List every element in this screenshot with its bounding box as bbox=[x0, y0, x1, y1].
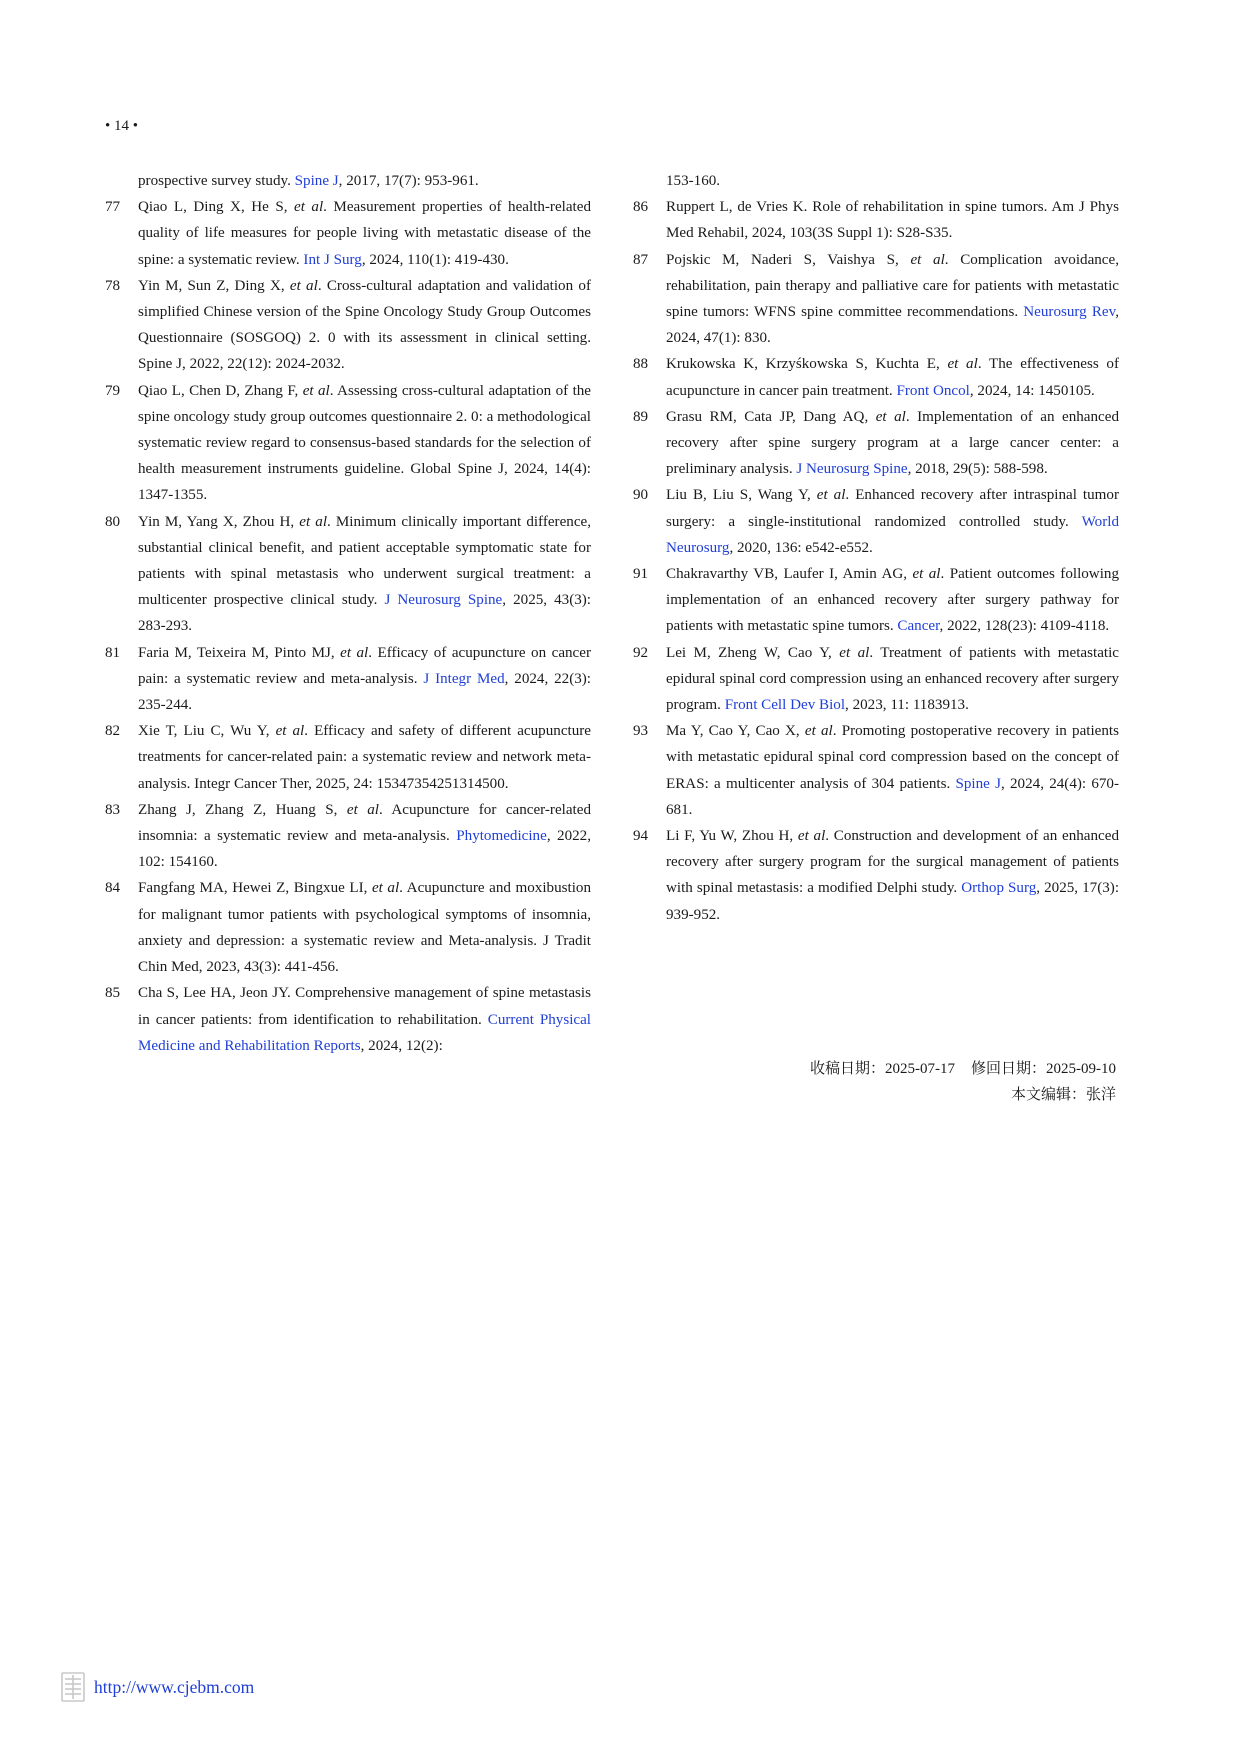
journal-link[interactable]: Current Physical Medicine and Rehabilitation Reports bbox=[138, 1011, 591, 1054]
journal-link[interactable]: Front Cell Dev Biol bbox=[724, 697, 846, 714]
reference-text: . Efficacy and safety of different acupuncture treatments for cancer-related pain: a systematic review and network meta-analysis. Integr Cancer Ther, 2025, 24: 15347354251314500. bbox=[138, 723, 591, 792]
reference-text: Ruppert L, de Vries K. Role of rehabilitation in spine tumors. Am J Phys Med Rehabil, 2024, 103(3S Suppl 1): S28-S35. bbox=[666, 199, 1119, 242]
references-right-column bbox=[633, 168, 1119, 928]
reference-text: 153-160. bbox=[666, 173, 721, 189]
reference-text: . Construction and development of an enhanced recovery after surgery program for the surgical management of patients with spinal metastasis: a modified Delphi study. bbox=[666, 828, 1119, 897]
reference-item bbox=[633, 561, 1119, 640]
reference-text: . Acupuncture and moxibustion for malignant tumor patients with psychological symptoms of insomnia, anxiety and depression: a systematic review and Meta-analysis. J Tradit Chin Med, 2023, 43(3): 441-456. bbox=[138, 880, 591, 976]
reference-item bbox=[105, 797, 591, 876]
journal-link[interactable]: Spine J bbox=[955, 775, 1001, 792]
revised-date: 修回日期：2025-09-10 bbox=[971, 1061, 1116, 1077]
reference-text: . Promoting postoperative recovery in patients with metastatic epidural spinal cord compression based on the concept of ERAS: a multicenter analysis of 304 patients. bbox=[666, 723, 1119, 792]
reference-text: Fangfang MA, Hewei Z, Bingxue LI, bbox=[138, 880, 372, 897]
reference-number: 93 bbox=[633, 723, 649, 740]
reference-text: . Enhanced recovery after intraspinal tumor surgery: a single-institutional randomized controlled study. bbox=[666, 487, 1119, 530]
journal-link[interactable]: Neurosurg Rev bbox=[1023, 304, 1116, 321]
et-al-text: et al bbox=[804, 723, 833, 740]
reference-item bbox=[105, 640, 591, 719]
reference-number: 79 bbox=[105, 382, 121, 399]
journal-link[interactable]: World Neurosurg bbox=[666, 513, 1119, 556]
journal-link[interactable]: Spine J bbox=[294, 173, 339, 189]
reference-number: 77 bbox=[105, 199, 121, 216]
journal-link[interactable]: Orthop Surg bbox=[961, 880, 1037, 897]
reference-text: , 2023, 11: 1183913. bbox=[845, 697, 969, 714]
reference-text: . Measurement properties of health-related quality of life measures for people living with metastatic disease of the spine: a systematic review. bbox=[138, 199, 591, 268]
reference-text: . Implementation of an enhanced recovery after spine surgery program at a large cancer center: a preliminary analysis. bbox=[666, 408, 1119, 478]
reference-item bbox=[633, 718, 1119, 823]
reference-text: , 2024, 24(4): 670-681. bbox=[666, 775, 1120, 818]
reference-number: 94 bbox=[633, 828, 649, 845]
reference-number: 90 bbox=[633, 487, 649, 504]
reference-item bbox=[633, 404, 1119, 483]
reference-text: , 2024, 110(1): 419-430. bbox=[361, 251, 509, 268]
reference-text: . Assessing cross-cultural adaptation of the spine oncology study group outcomes questionnaire 2. 0: a methodological systematic review regard to consensus-based standards for the selection of health measurement instruments guideline. Global Spine J, 2024, 14(4): 1347-1355. bbox=[138, 382, 592, 504]
site-footer bbox=[60, 1671, 254, 1703]
reference-text: , 2024, 22(3): 235-244. bbox=[138, 670, 591, 714]
reference-item bbox=[105, 378, 591, 509]
et-al-text: et al bbox=[340, 644, 369, 661]
reference-item bbox=[105, 509, 591, 640]
reference-number: 78 bbox=[105, 277, 121, 294]
et-al-text: et al bbox=[302, 382, 330, 399]
reference-text: . The effectiveness of acupuncture in cancer pain treatment. bbox=[666, 356, 1119, 399]
reference-text: Qiao L, Chen D, Zhang F, bbox=[138, 382, 303, 399]
reference-text: , 2020, 136: e542-e552. bbox=[729, 539, 873, 556]
reference-number: 83 bbox=[105, 801, 121, 818]
reference-text: , 2022, 128(23): 4109-4118. bbox=[939, 618, 1110, 635]
journal-link[interactable]: J Neurosurg Spine bbox=[384, 592, 503, 609]
et-al-text: et al bbox=[947, 356, 978, 373]
reference-item bbox=[105, 194, 591, 273]
reference-text: Chakravarthy VB, Laufer I, Amin AG, bbox=[666, 566, 913, 583]
reference-text: , 2025, 43(3): 283-293. bbox=[138, 592, 591, 635]
reference-text: Ma Y, Cao Y, Cao X, bbox=[666, 723, 805, 740]
reference-text: Liu B, Liu S, Wang Y, bbox=[666, 487, 817, 504]
reference-text: Xie T, Liu C, Wu Y, bbox=[138, 723, 276, 740]
page-number: • 14 • bbox=[105, 118, 139, 134]
et-al-text: et al bbox=[299, 513, 328, 530]
et-al-text: et al bbox=[910, 251, 945, 268]
reference-text: . Treatment of patients with metastatic epidural spinal cord compression using an enhanced recovery after surgery program. bbox=[666, 644, 1119, 714]
reference-text: Krukowska K, Krzyśkowska S, Kuchta E, bbox=[666, 356, 948, 373]
reference-item bbox=[105, 980, 591, 1059]
reference-text: Grasu RM, Cata JP, Dang AQ, bbox=[666, 408, 876, 425]
reference-number: 80 bbox=[105, 513, 121, 530]
reference-text: , 2024, 47(1): 830. bbox=[666, 304, 1119, 347]
et-al-text: et al bbox=[346, 801, 379, 818]
reference-item bbox=[633, 482, 1119, 561]
reference-text: Li F, Yu W, Zhou H, bbox=[666, 828, 798, 845]
reference-text: . Complication avoidance, rehabilitation, pain therapy and palliative care for patients with metastatic spine tumors: WFNS spine committee recommendations. bbox=[666, 251, 1119, 321]
et-al-text: et al bbox=[839, 644, 870, 661]
reference-item bbox=[105, 718, 591, 797]
et-al-text: et al bbox=[797, 828, 826, 845]
reference-item bbox=[633, 640, 1119, 719]
et-al-text: et al bbox=[294, 199, 324, 216]
et-al-text: et al bbox=[875, 408, 906, 425]
reference-text: , 2024, 12(2): bbox=[360, 1037, 443, 1054]
journal-link[interactable]: Cancer bbox=[897, 618, 940, 635]
reference-item bbox=[633, 823, 1119, 928]
reference-number: 81 bbox=[105, 644, 121, 661]
reference-text: , 2024, 14: 1450105. bbox=[969, 382, 1095, 399]
reference-text: Faria M, Teixeira M, Pinto MJ, bbox=[138, 644, 341, 661]
reference-item bbox=[633, 168, 1119, 194]
editor-credit: 本文编辑：张洋 bbox=[1010, 1087, 1116, 1103]
reference-text: Pojskic M, Naderi S, Vaishya S, bbox=[666, 251, 911, 268]
reference-number: 85 bbox=[105, 985, 121, 1002]
reference-text: Yin M, Yang X, Zhou H, bbox=[138, 513, 300, 530]
reference-text: , 2025, 17(3): 939-952. bbox=[666, 880, 1120, 923]
et-al-text: et al bbox=[816, 487, 846, 504]
et-al-text: et al bbox=[371, 880, 400, 897]
reference-number: 82 bbox=[105, 723, 121, 740]
reference-number: 91 bbox=[633, 566, 649, 583]
received-date: 收稿日期：2025-07-17 bbox=[810, 1061, 955, 1077]
journal-link[interactable]: Front Oncol bbox=[896, 382, 970, 399]
et-al-text: et al bbox=[275, 723, 305, 740]
reference-item bbox=[105, 168, 591, 194]
article-dates bbox=[810, 1056, 1116, 1108]
reference-text: , 2022, 102: 154160. bbox=[138, 828, 591, 871]
reference-item bbox=[633, 351, 1119, 403]
reference-text: Zhang J, Zhang Z, Huang S, bbox=[138, 801, 347, 818]
reference-text: . Cross-cultural adaptation and validation of simplified Chinese version of the Spine Oncology Study Group Outcomes Questionnaire (SOSGOQ) 2. 0 with its assessment in clinical setting. Spine J, 2022, 22(12): 2024-2032. bbox=[138, 277, 591, 373]
reference-text: . Patient outcomes following implementation of an enhanced recovery after surgery pathway for patients with metastatic spine tumors. bbox=[666, 566, 1119, 635]
reference-text: . Minimum clinically important difference, substantial clinical benefit, and patient acceptable symptomatic state for patients with spinal metastasis who underwent surgical treatment: a multicenter prospective clinical study. bbox=[138, 513, 591, 609]
reference-number: 88 bbox=[633, 356, 649, 373]
reference-number: 86 bbox=[633, 199, 649, 216]
reference-text: Qiao L, Ding X, He S, bbox=[138, 199, 295, 216]
reference-number: 84 bbox=[105, 880, 121, 897]
reference-text: . Acupuncture for cancer-related insomnia: a systematic review and meta-analysis. bbox=[138, 801, 591, 845]
site-url-link[interactable]: http://www.cjebm.com bbox=[94, 1676, 255, 1697]
reference-item bbox=[633, 194, 1119, 246]
reference-number: 89 bbox=[633, 408, 649, 425]
et-al-text: et al bbox=[912, 566, 941, 583]
reference-text: , 2018, 29(5): 588-598. bbox=[907, 461, 1048, 478]
journal-link[interactable]: J Integr Med bbox=[423, 670, 505, 687]
reference-item bbox=[105, 875, 591, 980]
journal-logo-icon bbox=[60, 1671, 86, 1703]
reference-text: Cha S, Lee HA, Jeon JY. Comprehensive management of spine metastasis in cancer patients: from identification to rehabilitation. bbox=[138, 985, 591, 1028]
journal-link[interactable]: J Neurosurg Spine bbox=[796, 461, 908, 478]
reference-text: . Efficacy of acupuncture on cancer pain: a systematic review and meta-analysis. bbox=[138, 644, 591, 687]
journal-link[interactable]: Int J Surg bbox=[303, 251, 362, 268]
reference-item bbox=[633, 247, 1119, 352]
reference-text: Lei M, Zheng W, Cao Y, bbox=[666, 644, 840, 661]
references-left-column bbox=[105, 168, 591, 1059]
reference-text: , 2017, 17(7): 953-961. bbox=[338, 173, 479, 189]
reference-text: prospective survey study. bbox=[138, 173, 295, 189]
reference-number: 87 bbox=[633, 251, 649, 268]
reference-text: Yin M, Sun Z, Ding X, bbox=[138, 277, 290, 294]
reference-item bbox=[105, 273, 591, 378]
reference-number: 92 bbox=[633, 644, 649, 661]
journal-link[interactable]: Phytomedicine bbox=[456, 828, 547, 845]
et-al-text: et al bbox=[289, 277, 318, 294]
